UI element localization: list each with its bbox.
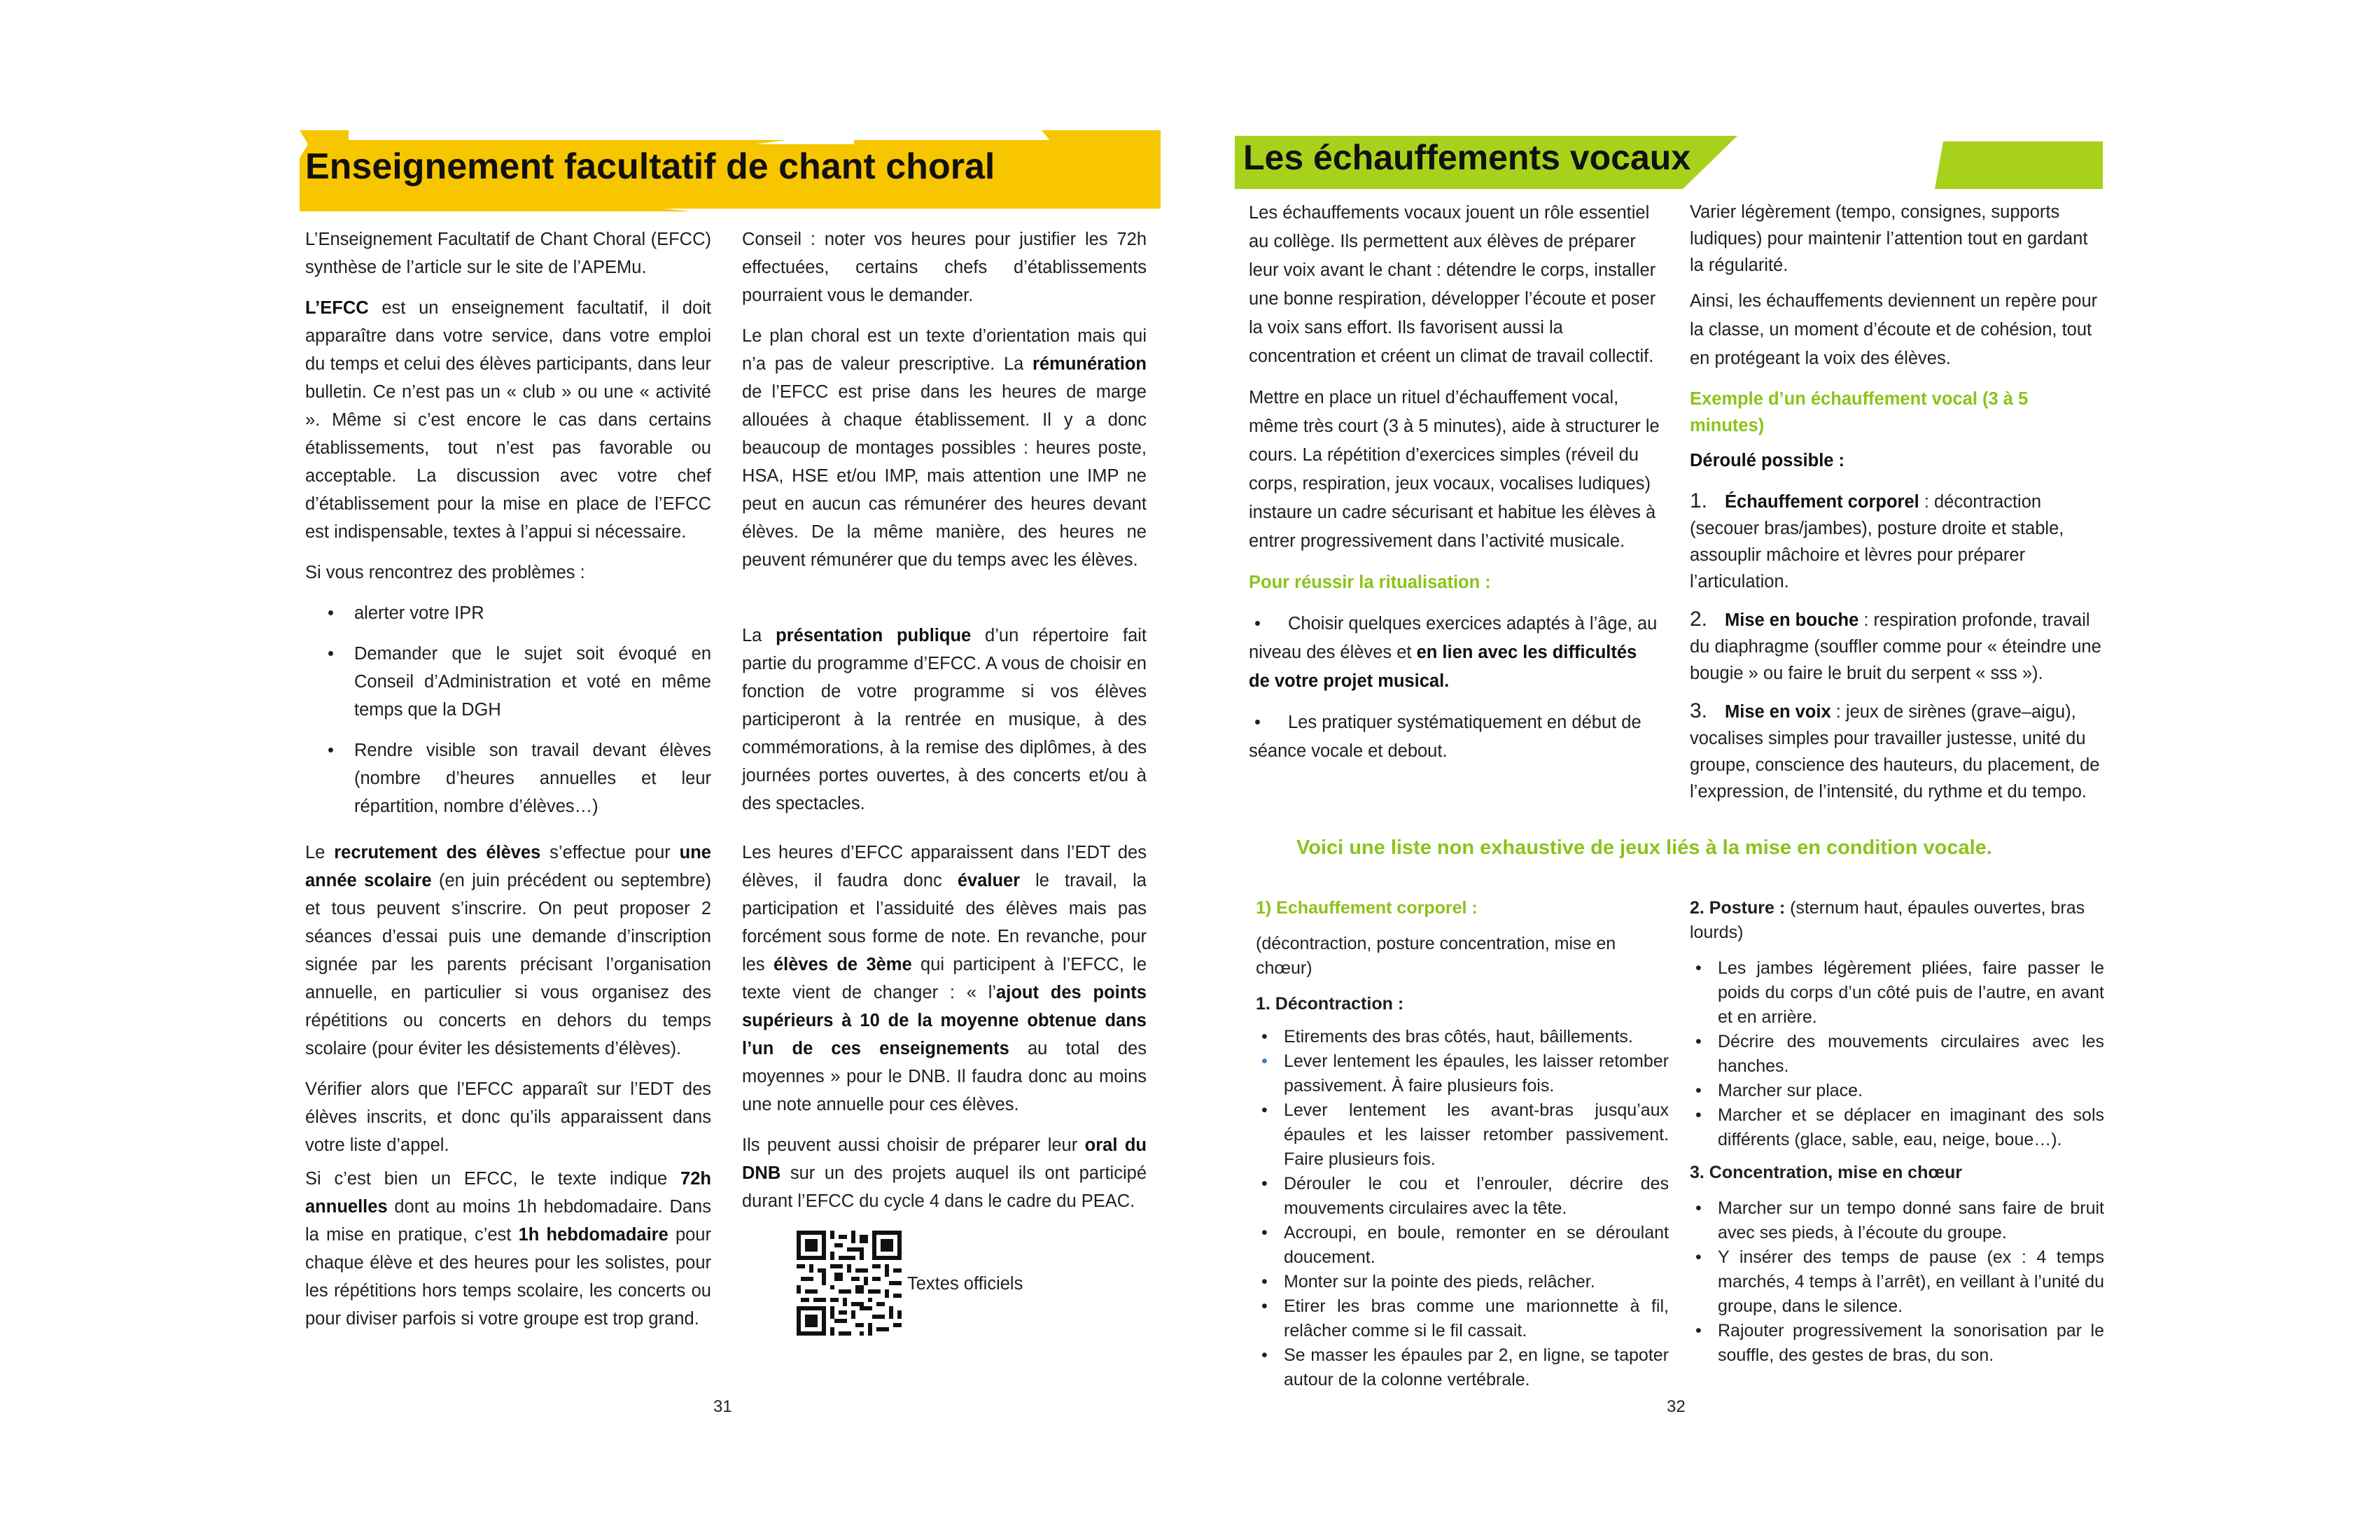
- left-column-1-hours: [305, 1165, 711, 1345]
- right-column-1: [1249, 199, 1662, 778]
- list-item: • Rajouter progressivement la sonorisation par le souffle, des gestes de bras, du son.: [1690, 1319, 2104, 1368]
- efcc-intro: L’Enseignement Facultatif de Chant Choral (EFCC) synthèse de l’article sur le site de l’APEMu.: [305, 230, 711, 277]
- list-item: • Lever lentement les avant-bras jusqu’aux épaules et les laisser retomber passivement. Faire plusieurs fois.: [1256, 1098, 1669, 1172]
- qr-code-label[interactable]: Textes officiels: [907, 1274, 1023, 1294]
- left-column-1-bottom: [305, 839, 711, 1172]
- public-presentation-paragraph: La présentation publique d’un répertoire fait partie du programme d’EFCC. A vous de choisir en fonction de votre programme si vos élèves participeront à la rentrée en musique, à des commémorations, à la remise des diplômes, à des journées portes ouvertes, à des concerts et/ou à des spectacles.: [742, 626, 1147, 813]
- ritual-tip-2: • Les pratiquer systématiquement en début de séance vocale et debout.: [1249, 713, 1642, 761]
- concentration-heading: 3. Concentration, mise en chœur: [1690, 1163, 1962, 1182]
- warmup-intro-paragraph: Les échauffements vocaux jouent un rôle essentiel au collège. Ils permettent aux élèves de préparer leur voix avant le chant : détendre le corps, installer une bonne respiration, développer l’écoute et poser la voix sans effort. Ils favorisent aussi la concentration et créent un climat de travail collectif.: [1249, 203, 1656, 366]
- list-item: • Lever lentement les épaules, les laisser retomber passivement. À faire plusieurs fois.: [1256, 1049, 1669, 1098]
- posture-heading: 2. Posture : (sternum haut, épaules ouvertes, bras lourds): [1690, 898, 2085, 942]
- ritual-tip-1: • Choisir quelques exercices adaptés à l’âge, au niveau des élèves et en lien avec les difficultés de votre projet musical.: [1249, 614, 1658, 691]
- evaluation-paragraph: Les heures d’EFCC apparaissent dans l’EDT des élèves, il faudra donc évaluer le travail, la participation et l’assiduité des élèves mais pas forcément sous forme de note. En revanche, pour les élèves de 3ème qui participent à l’EFCC, le texte vient de changer : « l’ajout des points supérieurs à 10 de la moyenne obtenue dans l’un de ces enseignements au total des moyennes » pour le DNB. Il faudra donc au moins une note annuelle pour ces élèves.: [742, 843, 1147, 1114]
- list-item: • Etirements des bras côtés, haut, bâillements.: [1256, 1025, 1669, 1049]
- ritual-paragraph: Mettre en place un rituel d’échauffement vocal, même très court (3 à 5 minutes), aide à structurer le cours. La répétition d’exercices simples (réveil du corps, respiration, jeux vocaux, vocalises ludiques) instaure un cadre sécurisant et habitue les élèves à entrer progressivement dans l’activité musicale.: [1249, 388, 1660, 551]
- example-heading: Exemple d’un échauffement vocal (3 à 5 minutes): [1690, 389, 2029, 435]
- recruitment-paragraph: Le recrutement des élèves s’effectue pour une année scolaire (en juin précédent ou septembre) et tous peuvent s’inscrire. On peut proposer 2 séances d’essai puis une demande d’inscription signée par les parents précisant l’organisation annuelle, en particulier si vous organisez des répétitions ou concerts en dehors du temps scolaire (pour éviter les désistements d’élèves).: [305, 843, 711, 1058]
- edt-check-paragraph: Vérifier alors que l’EFCC apparaît sur l’EDT des élèves inscrits, et donc qu’ils apparaissent dans votre liste d’appel.: [305, 1079, 711, 1155]
- remuneration-paragraph: Le plan choral est un texte d’orientation mais qui n’a pas de valeur prescriptive. La rémunération de l’EFCC est prise dans les heures de marge allouées à chaque établissement. Il y a donc beaucoup de montages possibles : heures poste, HSA, HSE et/ou IMP, mais attention une IMP ne peut en aucun cas rémunérer des heures devant élèves. De la même manière, des heures ne peuvent rémunérer que du temps avec les élèves.: [742, 326, 1147, 570]
- body-warmup-heading: 1) Echauffement corporel :: [1256, 898, 1478, 918]
- list-item: • Etirer les bras comme une marionnette à fil, relâcher comme si le fil cassait.: [1256, 1294, 1669, 1343]
- sequence-heading: Déroulé possible :: [1690, 451, 1845, 470]
- step-3: 3. Mise en voix : jeux de sirènes (grave–aigu), vocalises simples pour travailler justesse, unité du groupe, conscience des hauteurs, du placement, de l’expression, de l’intensité, du rythme et du tempo.: [1690, 699, 2100, 802]
- list-item: • Les jambes légèrement pliées, faire passer le poids du corps d’un côté puis de l’autre, en avant et en arrière.: [1690, 956, 2104, 1030]
- step-1: 1. Échauffement corporel : décontraction (secouer bras/jambes), posture droite et stable, assouplir mâchoire et lèvres pour préparer l’articulation.: [1690, 489, 2064, 592]
- concentration-list: [1690, 1196, 2104, 1368]
- problems-list: [305, 599, 711, 820]
- right-column-2: [1690, 199, 2104, 818]
- list-item: • Marcher et se déplacer en imaginant des sols différents (glace, sable, eau, neige, boue…).: [1690, 1103, 2104, 1152]
- hours-paragraph: Si c’est bien un EFCC, le texte indique 72h annuelles dont au moins 1h hebdomadaire. Dans la mise en pratique, c’est 1h hebdomadaire pour chaque élève et des heures pour les solistes, pour les répétitions hors temps scolaire, les concerts ou pour diviser parfois si votre groupe est trop grand.: [305, 1169, 711, 1329]
- left-column-2: [742, 225, 1147, 587]
- right-column-4: [1690, 896, 2104, 1378]
- list-item: • alerter votre IPR: [305, 599, 711, 627]
- qr-code-icon[interactable]: [797, 1231, 902, 1336]
- list-item: • Décrire des mouvements circulaires avec les hanches.: [1690, 1030, 2104, 1079]
- efcc-definition: L’EFCC est un enseignement facultatif, il doit apparaître dans votre service, dans votre emploi du temps et celui des élèves participants, dans leur bulletin. Ce n’est pas un « club » ou une « activité ». Même si c’est encore le cas dans certains établissements, tout n’est pas favorable ou acceptable. La discussion avec votre chef d’établissement pour la mise en place de l’EFCC est indispensable, textes à l’appui si nécessaire.: [305, 298, 711, 542]
- list-item: • Dérouler le cou et l’enrouler, décrire des mouvements circulaires avec la tête.: [1256, 1172, 1669, 1221]
- left-title-banner-notch: [756, 130, 854, 144]
- list-item: • Rendre visible son travail devant élèves (nombre d’heures annuelles et leur répartition, nombre d’élèves…): [305, 736, 711, 820]
- step-2: 2. Mise en bouche : respiration profonde, travail du diaphragme (souffler comme pour « éteindre une bougie » ou faire le bruit du serpent « sss »).: [1690, 608, 2101, 683]
- games-list-title: Voici une liste non exhaustive de jeux liés à la mise en condition vocale.: [1296, 836, 1992, 859]
- list-item: • Demander que le sujet soit évoqué en Conseil d’Administration et voté en même temps que la DGH: [305, 640, 711, 724]
- list-item: • Marcher sur place.: [1690, 1079, 2104, 1103]
- left-column-2-bottom: [742, 839, 1147, 1228]
- list-item: • Accroupi, en boule, remonter en se déroulant doucement.: [1256, 1221, 1669, 1270]
- left-page-title: Enseignement facultatif de chant choral: [305, 146, 995, 187]
- ritual-heading: Pour réussir la ritualisation :: [1249, 573, 1491, 592]
- list-item: • Monter sur la pointe des pieds, relâcher.: [1256, 1270, 1669, 1294]
- left-column-1: [305, 225, 711, 833]
- list-item: • Se masser les épaules par 2, en ligne, se tapoter autour de la colonne vertébrale.: [1256, 1343, 1669, 1392]
- right-page-title: Les échauffements vocaux: [1243, 138, 1691, 177]
- advice-paragraph: Conseil : noter vos heures pour justifier les 72h effectuées, certains chefs d’établissements pourraient vous le demander.: [742, 230, 1147, 305]
- posture-list: [1690, 956, 2104, 1152]
- problems-intro: Si vous rencontrez des problèmes :: [305, 563, 585, 582]
- list-item: • Y insérer des temps de pause (ex : 4 temps marchés, 4 temps à l’arrêt), en veillant à l’unité du groupe, dans le silence.: [1690, 1245, 2104, 1319]
- page-number-left: 31: [713, 1397, 732, 1416]
- left-column-2-mid: [742, 622, 1147, 830]
- list-item: • Marcher sur un tempo donné sans faire de bruit avec ses pieds, à l’écoute du groupe.: [1690, 1196, 2104, 1245]
- right-column-3: [1256, 896, 1669, 1402]
- relaxation-list: [1256, 1025, 1669, 1392]
- conclusion-paragraph: Ainsi, les échauffements deviennent un repère pour la classe, un moment d’écoute et de cohésion, tout en protégeant la voix des élèves.: [1690, 291, 2098, 368]
- variation-paragraph: Varier légèrement (tempo, consignes, supports ludiques) pour maintenir l’attention tout en gardant la régularité.: [1690, 202, 2088, 275]
- relaxation-heading: 1. Décontraction :: [1256, 994, 1404, 1014]
- body-warmup-subtitle: (décontraction, posture concentration, mise en chœur): [1256, 934, 1616, 978]
- dnb-oral-paragraph: Ils peuvent aussi choisir de préparer leur oral du DNB sur un des projets auquel ils ont participé durant l’EFCC du cycle 4 dans le cadre du PEAC.: [742, 1135, 1147, 1211]
- page-number-right: 32: [1667, 1397, 1686, 1416]
